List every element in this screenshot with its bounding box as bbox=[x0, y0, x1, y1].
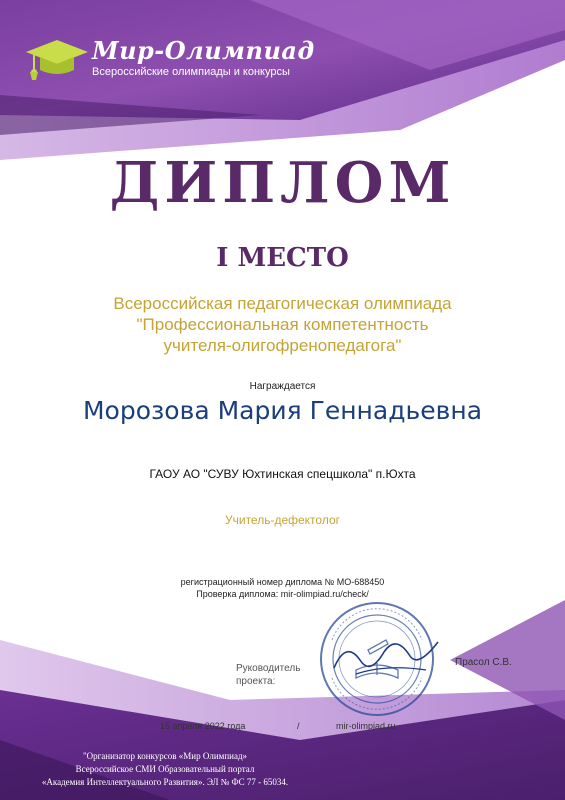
diploma-title: ДИПЛОМ bbox=[109, 150, 456, 216]
registration-info bbox=[0, 576, 565, 600]
organization: ГАОУ АО "СУВУ Юхтинская спецшкола" п.Юхта bbox=[149, 467, 416, 481]
logo-subtitle: Всероссийские олимпиады и конкурсы bbox=[92, 66, 290, 78]
footer-organizer bbox=[0, 750, 330, 789]
signature bbox=[326, 630, 446, 690]
leader-name: Прасол С.В. bbox=[455, 657, 512, 668]
site-link[interactable]: mir-olimpiad.ru bbox=[336, 721, 396, 731]
check-url: Проверка диплома: mir-olimpiad.ru/check/ bbox=[196, 589, 369, 599]
footer-line-2: Всероссийское СМИ Образовательный портал bbox=[75, 764, 255, 774]
awarded-label: Награждается bbox=[249, 381, 316, 392]
registration-number: регистрационный номер диплома № МО-688450 bbox=[180, 577, 385, 587]
olympiad-line-2: "Профессиональная компетентность bbox=[136, 315, 429, 334]
job-position: Учитель-дефектолог bbox=[224, 513, 341, 527]
footer-line-1: "Организатор конкурсов «Мир Олимпиад» bbox=[82, 751, 248, 761]
olympiad-line-3: учителя-олигофренопедагога" bbox=[163, 336, 402, 355]
graduation-cap-icon bbox=[24, 36, 90, 82]
issue-date: 15 апреля 2022 года bbox=[160, 721, 246, 731]
leader-label bbox=[236, 662, 316, 688]
logo-title: Мир-Олимпиад bbox=[92, 36, 315, 65]
olympiad-line-1: Всероссийская педагогическая олимпиада bbox=[113, 294, 452, 313]
place-heading: I МЕСТО bbox=[216, 243, 349, 273]
recipient-name: Морозова Мария Геннадьевна bbox=[82, 396, 483, 425]
olympiad-name bbox=[0, 293, 565, 356]
leader-label-line-1: Руководитель bbox=[236, 663, 301, 674]
footer-line-3: «Академия Интеллектуального Развития». ЭЛ № ФС 77 - 65034. bbox=[41, 777, 289, 787]
leader-label-line-2: проекта: bbox=[236, 676, 276, 687]
date-separator: / bbox=[297, 721, 300, 731]
